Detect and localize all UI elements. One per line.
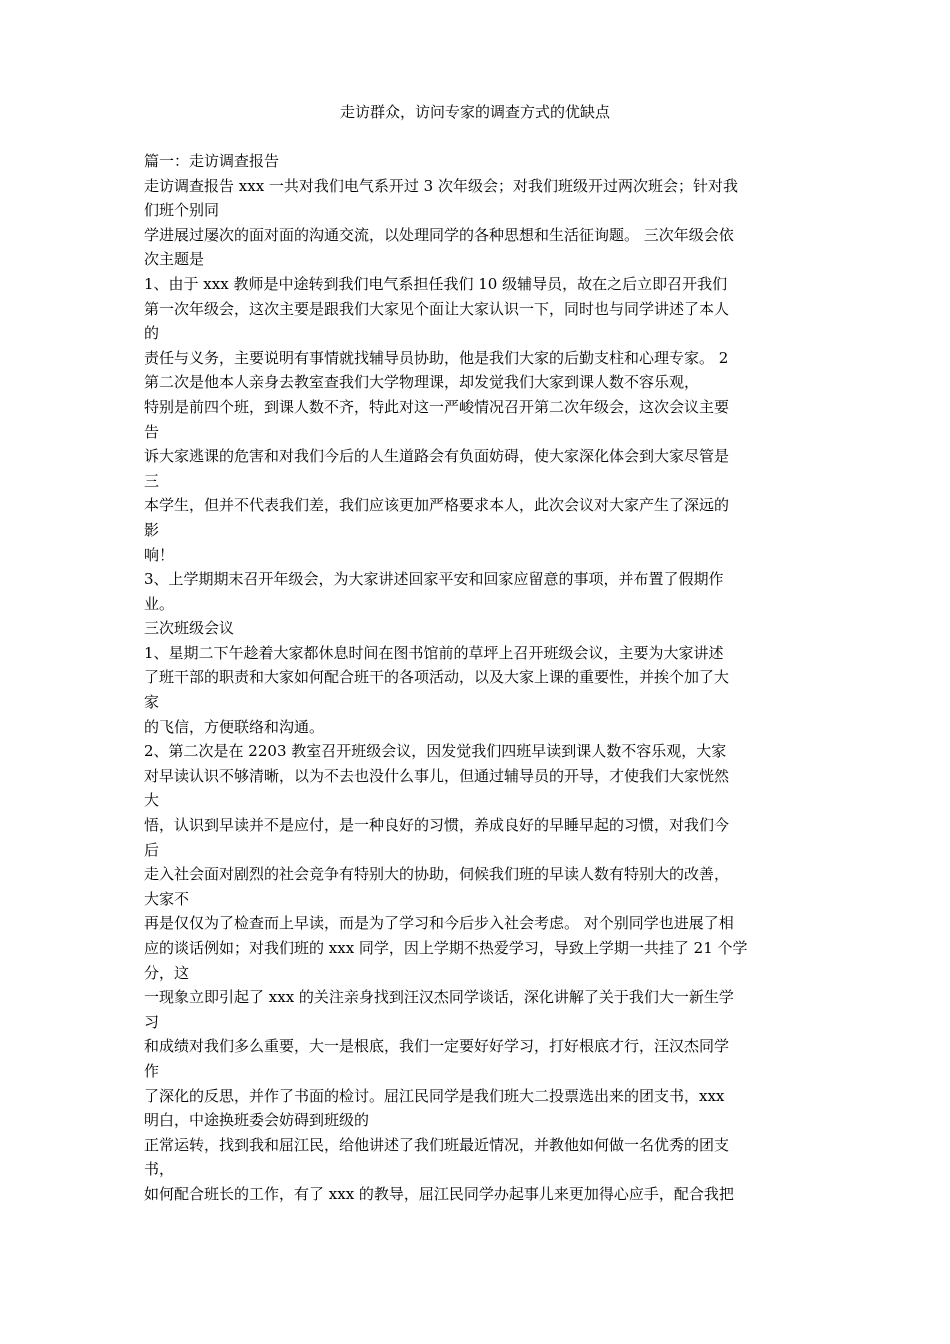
text-line: 本学生，但并不代表我们差，我们应该更加严格要求本人，此次会议对大家产生了深远的: [144, 496, 730, 515]
document-title: 走访群众，访问专家的调查方式的优缺点: [339, 103, 610, 121]
text-line: 分，这: [144, 963, 190, 982]
text-line: 们班个别同: [144, 201, 220, 220]
text-line: 3、上学期期末召开年级会，为大家讲述回家平安和回家应留意的事项，并布置了假期作: [144, 570, 724, 589]
text-line: 明白，中途换班委会妨碍到班级的: [144, 1111, 370, 1130]
text-line: 后: [144, 840, 160, 859]
text-line: 家: [144, 693, 160, 712]
text-line: 大: [144, 791, 160, 810]
text-line: 次主题是: [144, 250, 205, 269]
text-line: 作: [144, 1061, 160, 1080]
text-line: 2、第二次是在 2203 教室召开班级会议，因发觉我们四班早读到课人数不容乐观，大家: [144, 742, 727, 761]
text-line: 如何配合班长的工作，有了 xxx 的教导，屈江民同学办起事儿来更加得心应手，配合我把: [144, 1184, 734, 1203]
text-line: 责任与义务，主要说明有事情就找辅导员协助，他是我们大家的后勤支柱和心理专家。 2: [144, 348, 729, 367]
text-line: 的飞信，方便联络和沟通。: [144, 717, 325, 736]
text-line: 大家不: [144, 889, 190, 908]
text-line: 正常运转，找到我和屈江民，给他讲述了我们班最近情况，并教他如何做一名优秀的团支: [144, 1135, 730, 1154]
document-body: [144, 149, 812, 1207]
text-line: 业。: [144, 594, 175, 613]
text-line: 走访调查报告 xxx 一共对我们电气系开过 3 次年级会；对我们班级开过两次班会；针对我: [144, 176, 738, 195]
text-line: 诉大家逃课的危害和对我们今后的人生道路会有负面妨碍，使大家深化体会到大家尽管是: [144, 447, 730, 466]
text-line: 书，: [144, 1160, 175, 1179]
text-line: 再是仅仅为了检查而上早读，而是为了学习和今后步入社会考虑。 对个别同学也进展了相: [144, 914, 734, 933]
text-line: 响！: [144, 545, 175, 564]
text-line: 习: [144, 1012, 160, 1031]
text-line: 的: [144, 324, 160, 343]
text-line: 1、星期二下午趁着大家都休息时间在图书馆前的草坪上召开班级会议，主要为大家讲述: [144, 643, 724, 662]
text-line: 第二次是他本人亲身去教室查我们大学物理课，却发觉我们大家到课人数不容乐观，: [144, 373, 700, 392]
text-line: 悟，认识到早读并不是应付，是一种良好的习惯，养成良好的早睡早起的习惯，对我们今: [144, 816, 730, 835]
text-line: 告: [144, 422, 160, 441]
text-line: 了班干部的职责和大家如何配合班干的各项活动，以及大家上课的重要性，并挨个加了大: [144, 668, 730, 687]
text-line: 了深化的反思，并作了书面的检讨。屈江民同学是我们班大二投票选出来的团支书，xxx: [144, 1086, 725, 1105]
text-line: 一现象立即引起了 xxx 的关注亲身找到汪汉杰同学谈话，深化讲解了关于我们大一新生学: [144, 988, 734, 1007]
text-line: 三次班级会议: [144, 619, 235, 638]
text-line: 应的谈话例如；对我们班的 xxx 同学，因上学期不热爱学习，导致上学期一共挂了 21 个学: [144, 939, 748, 957]
text-line: 特别是前四个班，到课人数不齐，特此对这一严峻情况召开第二次年级会，这次会议主要: [144, 397, 730, 416]
text-line: 对早读认识不够清晰，以为不去也没什么事儿，但通过辅导员的开导，才使我们大家恍然: [144, 766, 730, 785]
text-line: 第一次年级会，这次主要是跟我们大家见个面让大家认识一下，同时也与同学讲述了本人: [144, 299, 730, 318]
text-line: 走入社会面对剧烈的社会竞争有特别大的协助，伺候我们班的早读人数有特别大的改善，: [144, 865, 730, 884]
text-line: 和成绩对我们多么重要，大一是根底，我们一定要好好学习，打好根底才行，汪汉杰同学: [144, 1037, 730, 1056]
text-line: 1、由于 xxx 教师是中途转到我们电气系担任我们 10 级辅导员，故在之后立即召开我们: [144, 274, 728, 293]
text-line: 篇一：走访调查报告: [144, 152, 280, 170]
text-line: 学进展过屡次的面对面的沟通交流，以处理同学的各种思想和生活征询题。 三次年级会依: [144, 225, 734, 244]
text-line: 三: [144, 471, 160, 490]
text-line: 影: [144, 520, 160, 539]
